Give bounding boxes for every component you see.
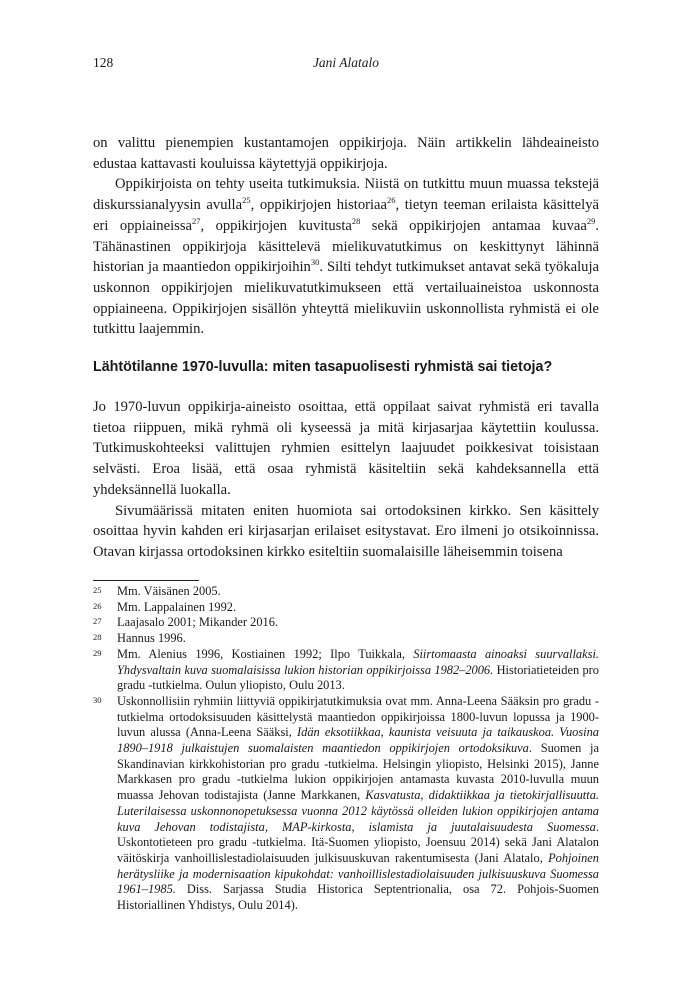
- paragraph-1970s-material: Jo 1970-luvun oppikirja-aineisto osoittaa, että oppilaat saivat ryhmistä eri tavalla tietoa riippuen, mikä ryhmä oli kyseessä ja mitä kirjasarjaa käytettiin koulussa. Tutkimuskohteeksi valittujen ryhmien esittelyn laajuudet poikkesivat toisistaan selvästi. Eroa lisää, että osaa ryhmistä käsiteltiin sekä kahdeksannella että yhdeksännellä luokalla.: [93, 399, 599, 498]
- footnote-28: [93, 631, 599, 647]
- footnote-ref[interactable]: 27: [191, 215, 201, 226]
- footnote-27: [93, 615, 599, 631]
- paragraph-continued: on valittu pienempien kustantamojen oppikirjoja. Näin artikkelin lähdeaineisto edustaa kattavasti kouluissa käytettyjä oppikirjoja.: [93, 135, 599, 172]
- footnotes: [93, 584, 599, 914]
- body-text-top: [93, 133, 599, 340]
- running-author: Jani Alatalo: [312, 55, 380, 70]
- text-run: . Tähänastinen oppikirjoja käsittelevä mielikuvatutkimus on keskittynyt lähinnä historian ja maantiedon oppikirjoihin: [93, 217, 599, 276]
- footnote-text: Laajasalo 2001; Mikander 2016.: [117, 615, 279, 630]
- page-number: 128: [93, 55, 114, 70]
- footnote-number: 26: [93, 600, 102, 611]
- footnote-30: [93, 694, 599, 914]
- cited-title: Kasvatusta, didaktiikkaa ja tietokirjallisuutta. Luterilaisessa uskonnonopetuksessa vuonna 2012 käytössä olleiden lukion oppikirjojen antama kuva Jehovan todistajista, MAP-kirkosta, islamista ja juutalaisuudesta Suomessa: [117, 788, 599, 834]
- text-run: , oppikirjojen kuvitusta: [200, 217, 352, 234]
- footnote-text: Hannus 1996.: [117, 631, 186, 646]
- footnote-text: Mm. Lappalainen 1992.: [117, 599, 237, 614]
- footnote-26: [93, 600, 599, 616]
- text-run: Oppikirjoista on tehty useita tutkimuksia. Niistä on tutkittu muun muassa tekstejä diskurssianalyysin avulla: [93, 176, 599, 214]
- text-run: , oppikirjojen historiaa: [250, 197, 387, 214]
- running-header: [93, 55, 599, 73]
- footnote-ref[interactable]: 29: [586, 215, 596, 226]
- footnote-text: [117, 694, 599, 914]
- footnote-ref[interactable]: 26: [387, 195, 396, 206]
- text-run: , tietyn teeman erilaista käsittelyä eri oppiaineissa: [93, 197, 599, 234]
- body-text-section: [93, 397, 599, 563]
- footnote-ref[interactable]: 28: [351, 215, 361, 226]
- footnote-text: [117, 647, 599, 694]
- footnote-number: 30: [93, 694, 102, 705]
- text-run: sekä oppikirjojen antamaa kuvaa: [360, 217, 587, 234]
- cited-title: Idän eksotiikkaa, kaunista veisuuta ja taikauskoa. Vuosina 1890–1918 julkaistujen suomalaisten maantiedon oppikirjojen ortodoksikuva: [117, 725, 599, 756]
- text-run: . Uskontotieteen pro gradu -tutkielma. Itä-Suomen yliopisto, Joensuu 2014) sekä Jani Alatalon väitöskirja vanhoillislestadiolaisuuden julkisuuskuvan rakentumisesta (Jani Alatalo,: [117, 819, 599, 865]
- footnote-number: 29: [93, 647, 102, 658]
- text-run: . Suomen ja Skandinavian kirkkohistorian pro gradu -tutkielma. Helsingin yliopisto, Helsinki 2015), Janne Markkasen pro gradu -tutkielma lukion oppikirjojen antamasta kuvasta 2010-luvulla muun muassa Jehovan todistajista (Janne Markkanen,: [117, 741, 599, 803]
- text-run: Mm. Alenius 1996, Kostiainen 1992; Ilpo Tuikkala,: [117, 646, 414, 661]
- section-heading: Lähtötilanne 1970-luvulla: miten tasapuolisesti ryhmistä sai tietoja?: [93, 359, 553, 375]
- text-run: Diss. Sarjassa Studia Historica Septentrionalia, osa 72. Pohjois-Suomen Historiallinen Yhdistys, Oulu 2014).: [117, 882, 599, 913]
- paragraph-orthodox-church: Sivumäärissä mitaten eniten huomiota sai ortodoksinen kirkko. Sen käsittely osoittaa hyvin kahden eri kirjasarjan erilaiset esitystavat. Ero ilmeni jo otsikoinnissa. Otavan kirjassa ortodoksinen kirkko esiteltiin suomalaisille läheisemmin toisena: [93, 502, 599, 560]
- footnote-ref[interactable]: 30: [310, 257, 320, 268]
- text-run: . Silti tehdyt tutkimukset antavat sekä työkaluja uskonnon oppikirjojen mielikuvatutkimukseen että vertailuaineistoa uskonnosta oppiaineena. Oppikirjojen sisällön yhteyttä mielikuviin uskonnollista ryhmistä ei ole tutkittu laajemmin.: [93, 259, 600, 338]
- footnote-29: [93, 647, 599, 694]
- footnote-text: Mm. Väisänen 2005.: [117, 584, 221, 598]
- cited-title: Pohjoinen herätysliike ja modernisaation kipukohdat: vanhoillislestadiolaisuuden julkisuuskuva Suomessa 1961–1985.: [117, 850, 599, 897]
- footnote-ref[interactable]: 25: [242, 195, 251, 206]
- text-run: Uskonnollisiin ryhmiin liittyviä oppikirjatutkimuksia ovat mm. Anna-Leena Sääksin pro gradu -tutkielma ortodoksisuuden käsittelystä maantiedon oppikirjoissa 1800-luvun lopussa ja 1900-luvun alussa (Anna-Leena Sääksi,: [117, 693, 599, 740]
- footnote-divider: [93, 580, 199, 581]
- text-run: Historiatieteiden pro gradu -tutkielma. Oulun yliopisto, Oulu 2013.: [117, 662, 599, 693]
- footnote-number: 27: [93, 616, 102, 627]
- paragraph-research-overview: [93, 174, 599, 340]
- footnote-25: [93, 584, 599, 600]
- cited-title: Siirtomaasta ainoaksi suurvallaksi. Yhdysvaltain kuva suomalaisissa lukion historian oppikirjoissa 1982–2006.: [117, 646, 599, 677]
- footnote-number: 28: [93, 632, 102, 643]
- footnote-number: 25: [93, 585, 102, 595]
